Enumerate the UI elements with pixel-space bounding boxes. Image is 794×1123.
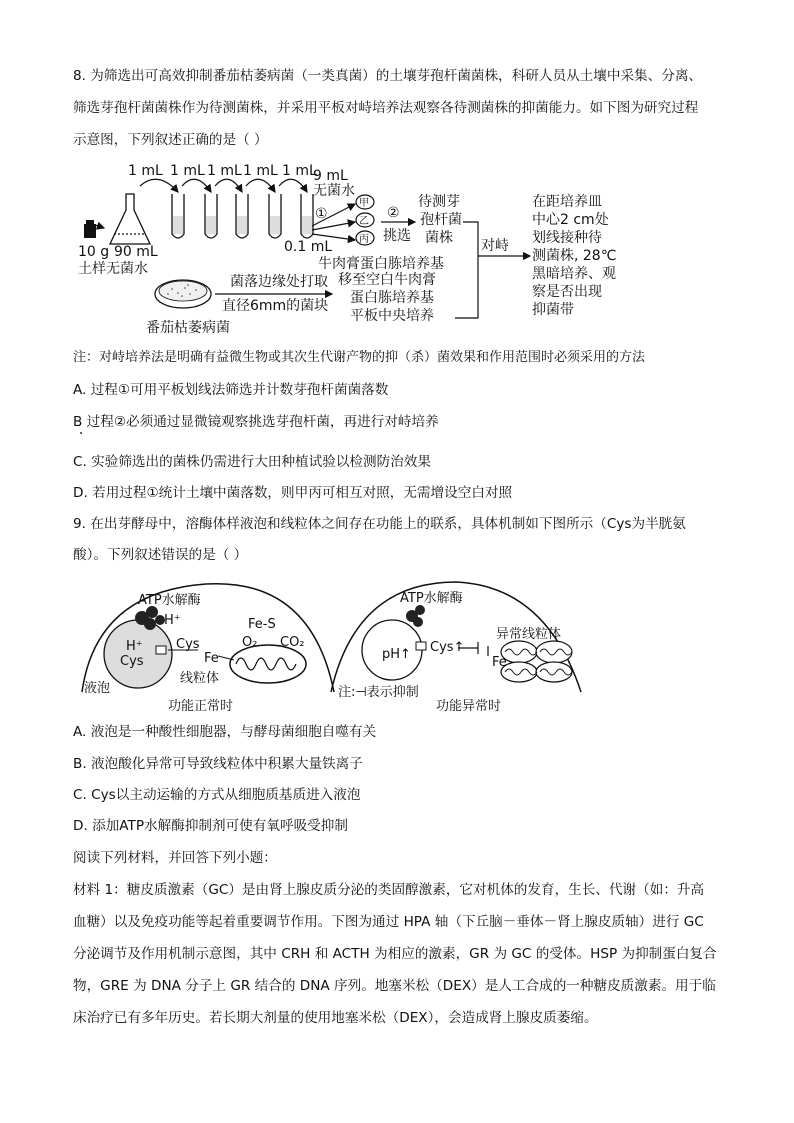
h-plus-out: H⁺ xyxy=(164,613,181,628)
zero-one-ml-label: 0.1 mL xyxy=(284,239,333,255)
step-1-marker: ① xyxy=(315,206,328,222)
stray-dot xyxy=(80,432,82,434)
cys-up-label: Cys↑ xyxy=(430,640,465,655)
dish-bing: 丙 xyxy=(359,234,369,245)
q9-option-d[interactable]: D. 添加ATP水解酶抑制剂可使有氧呼吸受抑制 xyxy=(73,818,348,834)
dilution-label-1: 1 mL xyxy=(128,163,163,179)
q8-stem-line-3: 示意图，下列叙述正确的是（ ） xyxy=(73,132,268,148)
q8-option-d[interactable]: D. 若用过程①统计土壤中菌落数，则甲丙可相互对照，无需增设空白对照 xyxy=(73,485,513,501)
q8-option-c[interactable]: C. 实验筛选出的菌株仍需进行大田种植试验以检测防治效果 xyxy=(73,454,431,470)
q8-option-a[interactable]: A. 过程①可用平板划线法筛选并计数芽孢杆菌菌落数 xyxy=(73,382,389,398)
pathogen-label: 番茄枯萎病菌 xyxy=(146,320,230,336)
result-line-7: 抑菌带 xyxy=(532,302,574,318)
test-strain-line-2: 孢杆菌 xyxy=(420,212,462,228)
normal-caption: 功能正常时 xyxy=(168,699,234,714)
soil-amount-label: 10 g xyxy=(78,244,110,260)
result-line-6: 察是否出现 xyxy=(532,284,602,300)
material-1-line-4: 物，GRE 为 DNA 分子上 GR 结合的 DNA 序列。地塞米松（DEX）是人工合成的一种糖皮质激素。用于临 xyxy=(73,978,716,994)
edge-sample-line-2: 直径6mm的菌块 xyxy=(222,298,329,314)
q8-note: 注：对峙培养法是明确有益微生物或其次生代谢产物的抑（杀）菌效果和作用范围时必须采用的方法 xyxy=(73,350,646,365)
q9-option-a[interactable]: A. 液泡是一种酸性细胞器，与酵母菌细胞自噬有关 xyxy=(73,724,377,740)
abnormal-caption: 功能异常时 xyxy=(436,699,502,714)
nine-ml-label: 9 mL xyxy=(313,168,348,184)
transfer-arrows xyxy=(140,179,307,192)
q8-figure xyxy=(70,158,670,338)
q8-stem-line-2: 筛选芽孢杆菌菌株作为待测菌株，并采用平板对峙培养法观察各待测菌株的抑菌能力。如下图为研究过程 xyxy=(73,100,699,116)
atpase-label-left: ATP水解酶 xyxy=(138,593,201,608)
reading-intro: 阅读下列材料，并回答下列小题： xyxy=(73,850,277,866)
fe-right-label: Fe xyxy=(492,655,507,670)
cys-in-label: Cys xyxy=(120,654,144,669)
material-1-line-1: 材料 1：糖皮质激素（GC）是由肾上腺皮质分泌的类固醇激素，它对机体的发育，生长、代谢（如：升高 xyxy=(73,882,705,898)
cys-transporter-right xyxy=(416,642,426,650)
dilution-label-3: 1 mL xyxy=(207,163,242,179)
mitochondrion-icon xyxy=(230,645,306,683)
dilution-label-2: 1 mL xyxy=(170,163,205,179)
abnormal-mitochondria-icon xyxy=(501,641,572,682)
dilution-label-4: 1 mL xyxy=(243,163,278,179)
water-amount-label: 90 mL xyxy=(114,244,158,260)
atpase-cluster-right xyxy=(406,605,425,627)
sterile-water-label: 无菌水 xyxy=(313,183,355,199)
dish-jia: 甲 xyxy=(359,198,369,209)
result-line-4: 测菌株, 28℃ xyxy=(532,248,617,264)
ph-up-label: pH↑ xyxy=(382,647,411,662)
material-1-line-3: 分泌调节及作用机制示意图，其中 CRH 和 ACTH 为相应的激素，GR 为 GC 的受体。HSP 为抑制蛋白复合 xyxy=(73,946,717,962)
soil-jar-icon xyxy=(84,220,104,238)
q8-stem-line-1: 8. 为筛选出可高效抑制番茄枯萎病菌（一类真菌）的土壤芽孢杆菌菌株，科研人员从土壤中采集、分离、 xyxy=(73,68,703,84)
q9-option-c[interactable]: C. Cys以主动运输的方式从细胞质基质进入液泡 xyxy=(73,787,361,803)
material-1-line-2: 血糖）以及免疫功能等起着重要调节作用。下图为通过 HPA 轴（下丘脑－垂体－肾上腺皮质轴）进行 GC xyxy=(73,914,704,930)
cys-transporter-left xyxy=(156,646,166,654)
move-line-2: 蛋白胨培养基 xyxy=(350,290,434,306)
flask-icon xyxy=(110,194,150,244)
o2-label: O₂ xyxy=(242,635,258,650)
cys-out-label: Cys xyxy=(176,637,200,652)
material-1-line-5: 床治疗已有多年历史。若长期大剂量的使用地塞米松（DEX），会造成肾上腺皮质萎缩。 xyxy=(73,1010,598,1026)
result-line-1: 在距培养皿 xyxy=(532,194,602,210)
test-strain-line-1: 待测芽 xyxy=(418,194,460,210)
result-line-2: 中心2 cm处 xyxy=(532,212,609,228)
step-2-marker: ② xyxy=(387,205,400,221)
vacuole-label: 液泡 xyxy=(84,681,111,696)
fe-s-label: Fe-S xyxy=(248,617,276,632)
soil-sample-label: 土样无菌水 xyxy=(78,261,148,277)
q9-stem-line-1: 9. 在出芽酵母中，溶酶体样液泡和线粒体之间存在功能上的联系，具体机制如下图所示（Cys为半胱氨 xyxy=(73,516,686,532)
pick-label: 挑选 xyxy=(383,228,411,244)
q9-stem-line-2: 酸）。下列叙述错误的是（ ） xyxy=(73,547,248,563)
confront-label: 对峙 xyxy=(481,238,509,254)
q9-option-b[interactable]: B. 液泡酸化异常可导致线粒体中积累大量铁离子 xyxy=(73,756,363,772)
mitochondrion-label: 线粒体 xyxy=(180,671,220,686)
q9-figure xyxy=(76,572,596,722)
h-plus-in: H⁺ xyxy=(126,639,143,654)
result-line-3: 划线接种待 xyxy=(532,230,602,246)
atpase-label-right: ATP水解酶 xyxy=(400,591,463,606)
test-strain-line-3: 菌株 xyxy=(425,230,453,246)
inhibit-note: 注:⊣表示抑制 xyxy=(338,685,419,700)
abnormal-mito-label: 异常线粒体 xyxy=(496,627,562,642)
pathogen-plate-icon xyxy=(155,280,211,308)
move-line-1: 移至空白牛肉膏 xyxy=(338,272,436,288)
fe-left-label: Fe xyxy=(204,651,219,666)
edge-sample-line-1: 菌落边缘处打取 xyxy=(230,274,328,290)
dilution-label-5: 1 mL xyxy=(282,163,317,179)
dish-yi: 乙 xyxy=(359,216,369,227)
move-line-3: 平板中央培养 xyxy=(350,308,434,324)
result-line-5: 黑暗培养、观 xyxy=(532,266,616,282)
co2-label: CO₂ xyxy=(280,635,305,650)
medium-label: 牛肉膏蛋白胨培养基 xyxy=(318,256,444,272)
q8-option-b[interactable]: B 过程②必须通过显微镜观察挑选芽孢杆菌，再进行对峙培养 xyxy=(73,414,439,430)
